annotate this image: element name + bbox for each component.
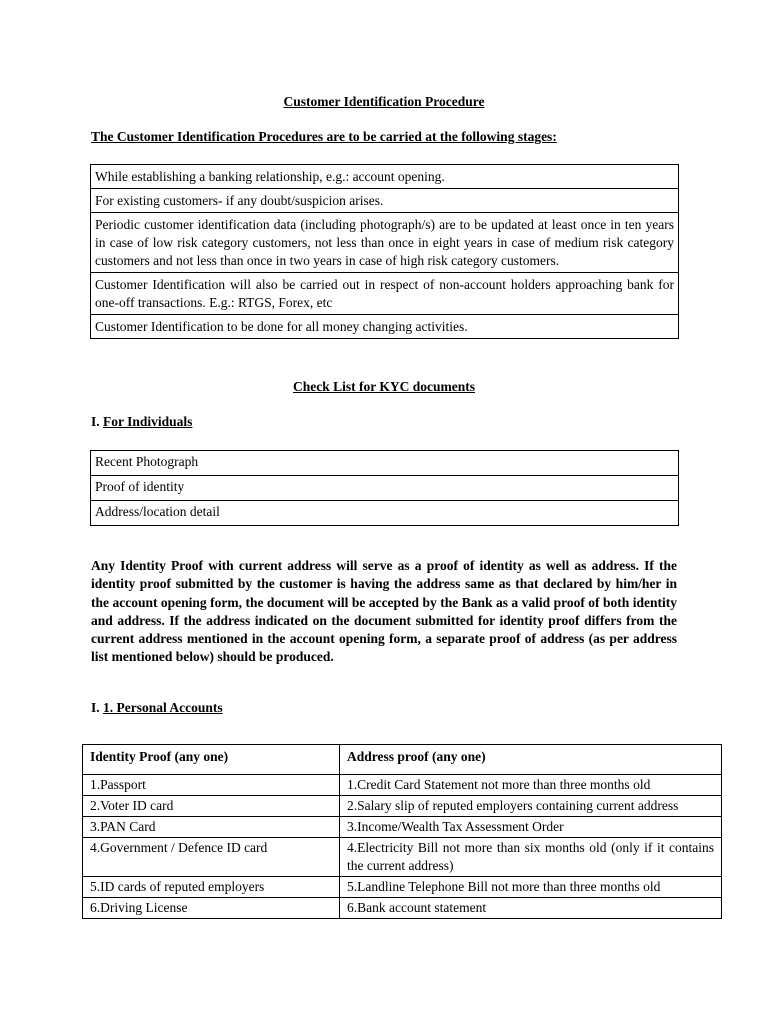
individual-item: Address/location detail (91, 501, 679, 526)
table-row (91, 189, 679, 213)
table-row (83, 838, 722, 877)
stage-cell: For existing customers- if any doubt/suspicion arises. (91, 189, 679, 213)
stage-cell: Customer Identification will also be carried out in respect of non-account holders approaching bank for one-off transactions. E.g.: RTGS, Forex, etc (91, 273, 679, 315)
stages-table (90, 164, 679, 339)
stage-cell: While establishing a banking relationship, e.g.: account opening. (91, 165, 679, 189)
address-proof-header: Address proof (any one) (340, 745, 722, 775)
personal-accounts-label: 1. Personal Accounts (103, 700, 223, 715)
table-row (91, 315, 679, 339)
personal-accounts-heading (91, 700, 223, 716)
identity-proof-cell: 2.Voter ID card (83, 796, 340, 817)
table-header-row (83, 745, 722, 775)
table-row (83, 817, 722, 838)
individuals-table (90, 450, 679, 526)
stages-heading: The Customer Identification Procedures are to be carried at the following stages: (91, 129, 557, 144)
identity-proof-cell: 4.Government / Defence ID card (83, 838, 340, 877)
table-row (83, 898, 722, 919)
stage-cell: Customer Identification to be done for all money changing activities. (91, 315, 679, 339)
table-row (91, 273, 679, 315)
table-row (83, 796, 722, 817)
stage-cell: Periodic customer identification data (including photograph/s) are to be updated at least once in ten years in case of low risk category customers, not less than once in eight years in case of medium risk category customers and not less than once in two years in case of high risk category customers. (91, 213, 679, 273)
address-proof-cell: 4.Electricity Bill not more than six months old (only if it contains the current address) (340, 838, 722, 877)
address-proof-cell: 6.Bank account statement (340, 898, 722, 919)
address-proof-cell: 2.Salary slip of reputed employers containing current address (340, 796, 722, 817)
table-row (91, 165, 679, 189)
table-row (91, 213, 679, 273)
document-title: Customer Identification Procedure (283, 94, 485, 109)
table-row (83, 775, 722, 796)
personal-accounts-table (82, 744, 722, 919)
identity-proof-cell: 3.PAN Card (83, 817, 340, 838)
address-proof-cell: 1.Credit Card Statement not more than three months old (340, 775, 722, 796)
address-proof-cell: 3.Income/Wealth Tax Assessment Order (340, 817, 722, 838)
table-row (91, 476, 679, 501)
individuals-label: For Individuals (103, 414, 193, 429)
individual-item: Recent Photograph (91, 451, 679, 476)
table-row (91, 501, 679, 526)
table-row (83, 877, 722, 898)
identity-proof-cell: 1.Passport (83, 775, 340, 796)
kyc-checklist-title: Check List for KYC documents (293, 379, 475, 394)
identity-proof-header: Identity Proof (any one) (83, 745, 340, 775)
address-proof-cell: 5.Landline Telephone Bill not more than three months old (340, 877, 722, 898)
individuals-number: I. (91, 414, 100, 429)
identity-proof-cell: 6.Driving License (83, 898, 340, 919)
table-row (91, 451, 679, 476)
individuals-heading (91, 414, 192, 430)
personal-accounts-number: I. (91, 700, 100, 715)
individual-item: Proof of identity (91, 476, 679, 501)
identity-proof-cell: 5.ID cards of reputed employers (83, 877, 340, 898)
identity-proof-paragraph: Any Identity Proof with current address will serve as a proof of identity as well as address. If the identity proof submitted by the customer is having the address same as that declared by him/her in the account opening form, the document will be accepted by the Bank as a valid proof of both identity and address. If the address indicated on the document submitted for identity proof differs from the current address mentioned in the account opening form, a separate proof of address (as per address list mentioned below) should be produced. (91, 558, 677, 665)
